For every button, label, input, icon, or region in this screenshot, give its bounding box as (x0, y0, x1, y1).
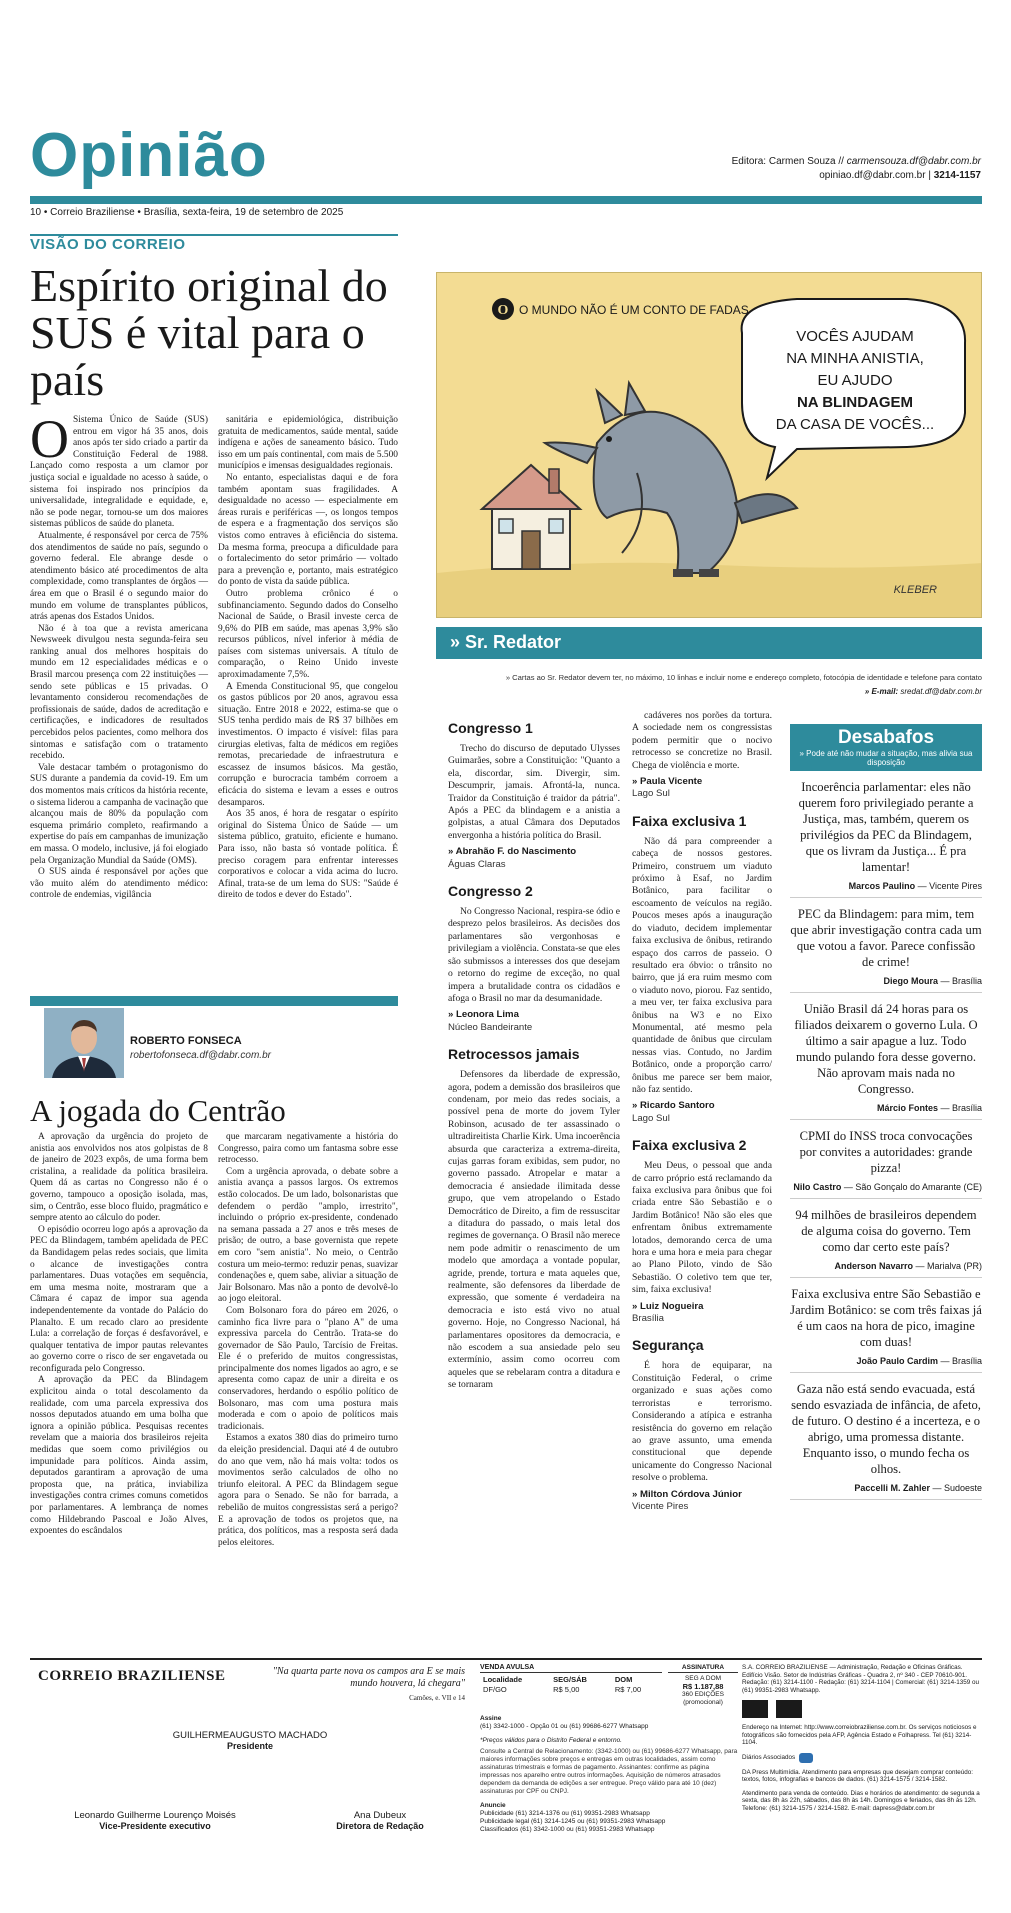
subscription-months: 360 EDIÇÕES (682, 1691, 724, 1698)
footer-logo: CORREIO BRAZILIENSE (38, 1668, 226, 1684)
desabafos-title: Desabafos (837, 727, 935, 748)
price-sunday: R$ 7,00 (614, 1685, 642, 1694)
letter-place: Águas Claras (448, 858, 506, 870)
vp-name: Leonardo Guilherme Lourenço Moisés (74, 1810, 236, 1821)
letter-text: Meu Deus, o pessoal que anda de carro próprio está reclamando da faixa exclusiva para ônibus que foi criada entre São Sebastião e o Jardim Botânico! Não são eles que enfrentam ônibus extremamente lotados, demorando cerca de uma hora e uma hora e meia para chegar ao Plano Piloto, vindo de São Sebastião. O coletivo tem que ter, sim, faixa exclusiva! (632, 1160, 772, 1296)
company-text-2: Endereço na Internet: http://www.correiobraziliense.com.br. Os serviços noticiosos e fotográficos são fornecidos pela AFP, Agência Estado e Folhapress. Tel (61) 3214-1104. (742, 1724, 977, 1746)
letter-author: » Abrahão F. do Nascimento (448, 846, 577, 858)
desabafo-item (790, 1373, 982, 1500)
footer-quote-source: Camões, e. VII e 14 (409, 1694, 465, 1702)
desabafo-author: João Paulo Cardim (856, 1356, 938, 1366)
letter-text: Trecho do discurso de deputado Ulysses Guimarães, sobre a Constituição: "Quanto a ela, discordar, sim. Divergir, sim. Descumprir, jamais. Afrontá-la, nunca. Traidor da Constituição é traidor da pátria". Após a PEC da blindagem e a anistia a golpistas, a atual Câmara dos Deputados envergonha a história política do Brasil. (448, 743, 620, 841)
desabafo-place: — Brasília (937, 1103, 982, 1113)
desabafo-item (790, 771, 982, 898)
company-text: S.A. CORREIO BRAZILIENSE — Administração, Redação e Oficinas Gráficas. Edifício Visão. Setor de Indústrias Gráficas - Quadra 2, nº 340 - CEP 70610-901. Redação: (61) 3214-1100 - Redação: (61) 3214-1104 | Comercial: (61) 3214-1359 ou (61) 99351-2983 Whatsapp. (742, 1664, 979, 1694)
desabafo-text: Faixa exclusiva entre São Sebastião e Jardim Botânico: se com três faixas já é um caos na hora de pico, imagine com duas! (790, 1287, 982, 1349)
author-photo (44, 1008, 124, 1078)
paragraph: O episódio ocorreu logo após a aprovação da PEC da Blindagem, também apelidada de PEC da Bandidagem pelas redes sociais, que limita o alcance de investigações contra parlamentares. Duas votações em sequência, em uma mesma noite, mostraram que a Câmara é capaz de impor sua agenda independentemente da vontade do Palácio do Planalto. E um recado claro ao presidente Lula: a correlação de forças é desfavorável, e qualquer tentativa de impor pautas relevantes ao governo corre o risco de ser engavetada ou reconfigurada pelo Congresso. (30, 1224, 208, 1374)
staff-director (290, 1810, 470, 1831)
desabafo-item (790, 993, 982, 1120)
footer-rule (30, 1658, 982, 1660)
desabafo-author: Paccelli M. Zahler (854, 1483, 930, 1493)
reader-text: Atendimento para venda de conteúdo. Dias e horários de atendimento: de segunda a sexta, das 8h às 22h, sábados, das 8h às 14h. Domingos e feriados, das 8h às 12h. Telefone: (61) 3214-1575 / 3214-1582. E-mail: dapress@dabr.com.br (742, 1789, 980, 1812)
footer-prices (480, 1664, 738, 1834)
desabafo-place: — Brasília (937, 1356, 982, 1366)
letter-text: Defensores da liberdade de expressão, agora, podem a demissão dos brasileiros que condenam, por meio das redes sociais, a possível pena de morte do jovem Tyler Robinson, acusado de ter assassinado o ultradireitista Charlie Kirk. Uma incoerência absurda que caracteriza a extrema-direita, cujas garras foram exibidas, sem pudor, no governo passado. Atropelar e matar a democracia é ansiedade ilimitada desse grupo, que vem atropelando o Estado Democrático de Direito, a fim de ressuscitar a ditadura do passado, o mais letal dos regimes de governança. O Brasil não merece nem pode admitir o renascimento de um modelo que amordaça a vontade popular, agride, prende, tortura e mata aqueles que, realmente, são defensores da liberdade de expressão, que somente é verdadeira na democracia e isto está vivo no atual governo. Hoje, no Congresso Nacional, há parlamentares opositores da democracia, e não escodem a sua ansiedade pelo seu extermínio, assim como ocorreu com aqueles que se rebelaram contra a ditadura e se tornaram (448, 1069, 620, 1391)
director-role: Diretora de Redação (336, 1821, 424, 1831)
letter-title: Segurança (632, 1337, 704, 1354)
assine-label: Assine (480, 1715, 502, 1722)
column-author-name: ROBERTO FONSECA (130, 1035, 242, 1047)
desabafo-signature (790, 1261, 982, 1271)
editor-email[interactable]: carmensouza.df@dabr.com.br (846, 156, 981, 167)
desabafo-signature (790, 1483, 982, 1493)
letter-title: Congresso 2 (448, 883, 533, 900)
footer-quote: "Na quarta parte nova os campos ara E se mais mundo houvera, lá chegara" (272, 1666, 465, 1689)
paragraph: No entanto, especialistas daqui e de fora também apontam suas fragilidades. A desigualdade no acesso — especialmente em áreas rurais e periféricas —, os longos tempos de espera e a fragmentação dos serviços são vistos como entraves à eficiência do sistema. Da mesma forma, preocupa a dificuldade para o fortalecimento do setor primário — voltado para a prevenção e, portanto, mais estratégico do ponto de vista da saúde pública. (218, 472, 398, 588)
speech-line-5: DA CASA DE VOCÊS... (775, 416, 935, 433)
redator-instructions: » Cartas ao Sr. Redator devem ter, no máximo, 10 linhas e incluir nome e endereço completo, fotocópia de identidade e telefone para contato (505, 673, 982, 682)
column-author-rule (30, 996, 398, 1006)
editor-contact: Editora: Carmen Souza // carmensouza.df@dabr.com.br opiniao.df@dabr.com.br | 3214-1157 (731, 156, 981, 181)
letter-title: Faixa exclusiva 1 (632, 812, 747, 829)
footer-company-info (742, 1664, 982, 1812)
desabafo-text: Gaza não está sendo evacuada, está sendo esvaziada de infância, de afeto, de futuro. O destino é a incerteza, e o abrigo, uma promessa distante. Enquanto isso, o mundo fecha os olhos. (791, 1382, 981, 1476)
press-text: DA Press Multimídia. Atendimento para empresas que desejam comprar conteúdo: textos, fotos, infografias e bancos de dados. (61) 3214-1575 / 3214-1582. (742, 1768, 974, 1783)
letter-text: Não dá para compreender a cabeça de nossos gestores. Primeiro, construem um viaduto próximo à Esaf, no Jardim Botânico, para facilitar o escoamento de veículos na região. Poucos meses após a inauguração do viaduto, decidem implementar faixa exclusiva de ônibus, retirando espaço dos carros de passeio. O resultado era óbvio: o trânsito no bairro, que já era ruim mesmo com o viaduto novo, piorou. Faz sentido, a meu ver, ter faixa exclusiva para ônibus na W3 e no Eixo Monumental, até mesmo pela quantidade de ônibus que circulam nessas vias. Contudo, no Jardim Botânico, onde a proporção carro/ônibus me parece ser bem maior, não faz sentido. (632, 835, 772, 1095)
consumer-note: *Preços válidos para o Distrito Federal e entorno. (480, 1737, 622, 1744)
letter-author: » Paula Vicente (632, 776, 703, 788)
letter-author: » Leonora Lima (448, 1009, 519, 1021)
desabafo-item (790, 1199, 982, 1278)
editor-label: Editora: (731, 156, 767, 167)
dropcap: O (30, 409, 69, 469)
paragraph: sanitária e epidemiológica, distribuição gratuita de medicamentos, saúde mental, saúde indígena e ações de saneamento básico. Tudo isso em um país continental, com mais de 5.500 municípios e imensas desigualdades regionais. (218, 415, 398, 472)
staff-president (30, 1730, 470, 1751)
president-role: Presidente (226, 1741, 274, 1751)
letter-place: Vicente Pires (632, 1500, 689, 1512)
desabafos-header (790, 724, 982, 771)
price-table (480, 1675, 662, 1695)
paragraph: Atualmente, é responsável por cerca de 75% dos atendimentos de saúde no país, segundo o governo federal. Ele abrange desde o atendimento básico até procedimentos de alta complexidade, como transplantes de órgãos — área em que o Brasil é o segundo maior do mundo em volume de transplantes públicos, atrás apenas dos Estados Unidos. (30, 530, 208, 623)
column-author-email[interactable]: robertofonseca.df@dabr.com.br (130, 1050, 271, 1061)
desabafo-text: Incoerência parlamentar: eles não querem foro privilegiado perante a Justiça, mas, também, querem os privilégios da PEC da Blindagem, que os livram da Justiça... É pra lamentar! (798, 780, 974, 874)
letter-title: Congresso 1 (448, 720, 533, 736)
desabafo-text: 94 milhões de brasileiros dependem de alguma coisa do governo. Tem como dar certo este país? (795, 1208, 977, 1254)
anuncie-line-1: Publicidade (61) 3214-1376 ou (61) 99351-2983 Whatsapp (480, 1810, 650, 1817)
paragraph: O SUS ainda é responsável por ações que vão muito além do atendimento médico: controle de endemias, vigilância (30, 867, 208, 901)
subscription-days: SEG A DOM (684, 1675, 722, 1682)
price-location: DF/GO (483, 1685, 507, 1694)
letters-column-1 (448, 720, 620, 1396)
contact-email[interactable]: opiniao.df@dabr.com.br (819, 170, 926, 181)
column-text-1 (30, 1132, 208, 1538)
redator-email[interactable]: sredat.df@dabr.com.br (900, 687, 982, 696)
section-title: Opinião (30, 121, 268, 190)
editorial-headline: Espírito original do SUS é vital para o país (30, 260, 388, 405)
desabafo-text: PEC da Blindagem: para mim, tem que abrir investigação contra cada um que votou a favor. Parece confissão de crime! (790, 907, 982, 969)
letter-author: » Luiz Nogueira (632, 1300, 704, 1312)
desabafo-signature (790, 1356, 982, 1366)
editorial-kicker: VISÃO DO CORREIO (30, 236, 186, 253)
paragraph: Sistema Único de Saúde (SUS) entrou em vigor há 35 anos, dois anos após ter sido criado a partir da Constituição Federal de 1988. Lançado como resposta a um clamor por justiça social e igualdade no acesso à saúde, o sistema foi inspirado nos princípios da universalidade, integralidade e equidade, e, não se pode negar, tornou-se um dos maiores sistemas públicos de saúde do planeta. (30, 415, 208, 530)
anuncie-line-3: Classificados (61) 3342-1000 ou (61) 99351-2983 Whatsapp (480, 1826, 655, 1833)
desabafo-author: Márcio Fontes (876, 1103, 938, 1113)
editor-name: Carmen Souza // (768, 156, 844, 167)
subscription-price: R$ 1.187,88 (682, 1682, 724, 1691)
desabafo-signature (790, 1103, 982, 1113)
letter-text: cadáveres nos porões da tortura. A sociedade nem os congressistas podem permitir que o nocivo retrocesso se concretize no Brasil. Chega de violência e morte. (632, 710, 772, 771)
speech-line-3: EU AJUDO (817, 372, 893, 389)
price-title: VENDA AVULSA (480, 1664, 662, 1673)
associados-label: Diários Associados (742, 1753, 796, 1761)
editorial-col1-paragraphs (30, 409, 208, 902)
cartoon-signature: KLEBER (893, 584, 937, 596)
desabafo-item (790, 1120, 982, 1199)
desabafo-item (790, 1278, 982, 1373)
vp-role: Vice-Presidente executivo (99, 1821, 211, 1831)
paragraph: Com a urgência aprovada, o debate sobre a anistia avança a passos largos. Os extremos estão colocados. De um lado, bolsonaristas que defendem o perdão "amplo, irrestrito", incluindo o próprio ex-presidente, condenado na semana passada a 27 anos e três meses de prisão; de outro, a base governista que repete em coro "sem anistia". No meio, o Centrão costura um meio-termo: reduzir penas, suavizar condenações e, quem sabe, aliviar a situação de Jair Bolsonaro. Mas não a ponto de devolvê-lo ao jogo eleitoral. (218, 1166, 398, 1305)
speech-line-2: NA MINHA ANISTIA, (786, 350, 924, 367)
cartoon-title: O MUNDO NÃO É UM CONTO DE FADAS (519, 303, 749, 317)
anuncie-line-2: Publicidade legal (61) 3214-1245 ou (61) 99351-2983 Whatsapp (480, 1818, 666, 1825)
da-logo-icon (799, 1753, 813, 1763)
paragraph: A aprovação da PEC da Blindagem explicitou ainda o total descolamento da realidade, com uma parcela expressiva dos nossos deputados atuando em uma bolha que ignora a opinião pública. Pesquisas recentes revelam que a maioria dos brasileiros rejeita medidas que soem como privilégios ou impunidade para políticos. Ainda assim, deputados garantiram a aprovação de uma proposta que, na prática, inviabiliza investigações contra crimes comuns cometidos por parlamentares. A lembrança de nomes como Hildebrando Pascoal e João Alves, expoentes do escândalos (30, 1375, 208, 1537)
editorial-column-2 (218, 415, 398, 902)
paragraph: Vale destacar também o protagonismo do SUS durante a pandemia da covid-19. Em um dos momentos mais críticos da história recente, o sistema liderou a campanha de vacinação que alcançou mais de 80% da população com esquema primário completo, reafirmando a expertise do país em campanhas de imunização em massa. O modelo, inclusive, já foi elogiado pela Organização Mundial da Saúde (OMS). (30, 762, 208, 866)
paragraph: A aprovação da urgência do projeto de anistia aos envolvidos nos atos golpistas de 8 de janeiro de 2023 expôs, de uma forma bem cristalina, a realidade da política brasileira. Quem dá as cartas no Congresso não é o governo, tampouco a oposição isolada, mas, sim, o Centrão, esse bloco fluido, pragmático e sempre atento ao cálculo do poder. (30, 1132, 208, 1224)
desabafo-text: União Brasil dá 24 horas para os filiados deixarem o governo Lula. O último a sair apague a luz. Todo mundo pulando fora desse governo. Não aprovam mais nada no Congresso. (794, 1002, 978, 1096)
editorial-column-1 (30, 409, 208, 902)
author-portrait-icon (44, 1008, 124, 1078)
fine-print: Consulte a Central de Relacionamento: (3342-1000) ou (61) 99686-6277 Whatsapp, para maiores informações sobre preços e entregas em outras localidades, assim como assinaturas trimestrais e formas de pagamento. Assinantes: confirme as página impressas nos aparelho entre outros informações. Aquisição de números atrasados dependem da demanda de edições a ser entregue. Preço válido para até 10 (dez) assinaturas por CPF ou CNPJ. (480, 1748, 738, 1795)
redator-title: » Sr. Redator (450, 632, 562, 652)
price-header-weekday: SEG/SÁB (553, 1675, 587, 1684)
ivc-logo-icon (776, 1700, 802, 1718)
header-rule (30, 196, 982, 204)
desabafo-author: Diego Moura (883, 976, 938, 986)
letter-author: » Milton Córdova Júnior (632, 1488, 742, 1500)
speech-line-4: NA BLINDAGEM (796, 394, 914, 411)
letters-column-2 (632, 710, 772, 1525)
desabafo-author: Marcos Paulino (848, 881, 916, 891)
desabafo-text: CPMI do INSS troca convocações por convites a autoridades: grande pizza! (799, 1129, 973, 1175)
desabafos-box (790, 724, 982, 1500)
desabafo-place: — Brasília (937, 976, 982, 986)
svg-text:O: O (497, 303, 509, 318)
letter-text: No Congresso Nacional, respira-se ódio e desprezo pelos brasileiros. As decisões dos parlamentares são vergonhosas e privilegiam a violência. Constata-se que eles são submissos a interesses dos que desejam o retorno do regime de exceção, no qual impera a brutalidade contra os cidadãos e afoga o Brasil no mar da desumanidade. (448, 906, 620, 1004)
redator-email-line (455, 687, 982, 696)
desabafo-place: — Marialva (PR) (912, 1261, 982, 1271)
price-header-sunday: DOM (614, 1675, 633, 1684)
column-text-2 (218, 1132, 398, 1549)
letter-place: Brasília (632, 1313, 664, 1325)
desabafos-subtitle: » Pode até não mudar a situação, mas alivia sua disposição (799, 749, 973, 767)
paragraph: A Emenda Constitucional 95, que congelou os gastos públicos por 20 anos, agravou essa situação. Entre 2018 e 2022, estima-se que o SUS tenha perdido mais de R$ 37 bilhões em investimentos. O impacto é visível: filas para cirurgias eletivas, falta de médicos em regiões remotas, precariedade de infraestrutura e escassez de insumos básicos. Ma gestão, corrupção e burocracia também corroem a eficácia do sistema e levam a esses e outros desamparos. (218, 681, 398, 808)
desabafo-place: — São Gonçalo do Amarante (CE) (841, 1182, 982, 1192)
desabafo-author: Nilo Castro (793, 1182, 842, 1192)
paragraph: Aos 35 anos, é hora de resgatar o espírito original do Sistema Único de Saúde — um sistema público, gratuito, eficiente e humano. Para isso, não basta só vontade política. É preciso coragem para enfrentar interesses corporativos e colocar a vida acima do lucro. Afinal, trata-se de um lema do SUS: "Saúde é direito de todos e dever do Estado". (218, 809, 398, 901)
letter-place: Lago Sul (632, 1112, 670, 1124)
price-header-location: Localidade (483, 1675, 523, 1684)
desabafos-list (790, 771, 982, 1500)
desabafo-place: — Vicente Pires (915, 881, 982, 891)
staff-vice-president (30, 1810, 280, 1831)
desabafo-signature (790, 1182, 982, 1192)
contact-phone: 3214-1157 (933, 170, 981, 181)
column-headline: A jogada do Centrão (30, 1093, 286, 1128)
cartoon-drawing (437, 273, 982, 618)
letter-place: Lago Sul (632, 788, 670, 800)
president-name: GUILHERMEAUGUSTO MACHADO (172, 1730, 328, 1741)
director-name: Ana Dubeux (353, 1810, 407, 1821)
paragraph: que marcaram negativamente a história do Congresso, paira como um fantasma sobre esse retrocesso. (218, 1132, 398, 1166)
paragraph: Outro problema crônico é o subfinanciamento. Segundo dados do Conselho Nacional de Saúde, o Brasil investe cerca de 9,6% do PIB em saúde, mas apenas 3,9% são recursos públicos, nível inferior à média de países com sistemas universais. A título de comparação, o Reino Unido investe aproximadamente 7,5%. (218, 588, 398, 681)
letter-text: É hora de equiparar, na Constituição Federal, o crime organizado e suas ações como terroristas e terrorismo. Considerando a atípica e estranha resistência do governo em relação ao grave assunto, uma emenda constitucional que depende unicamente do Congresso Nacional resolve o problema. (632, 1360, 772, 1484)
issue-line: 10 • Correio Braziliense • Brasília, sexta-feira, 19 de setembro de 2025 (30, 207, 344, 218)
subscription-title: ASSINATURA (668, 1664, 738, 1673)
desabafo-place: — Sudoeste (929, 1483, 982, 1493)
paragraph: Com Bolsonaro fora do páreo em 2026, o caminho fica livre para o "plano A" de uma expressiva parcela do Centrão. Trata-se do governador de São Paulo, Tarcísio de Freitas. Ele é o preferido de muitos congressistas, principalmente dos nomes ligados ao agro, e se apresenta como capaz de unir a direita e os conservadores, herdando o espólio político de Bolsonaro, mas com uma postura mais moderada e com o apoio de políticos mais tradicionais. (218, 1305, 398, 1432)
anuncie-label: Anuncie (480, 1802, 506, 1809)
paragraph: Não é à toa que a revista americana Newsweek divulgou nesta segunda-feira seu ranking anual dos melhores hospitais do mundo em 12 especialidades médicas e o Brasil marcou presença com 22 instituições — sendo sete públicas e 15 privadas. O levantamento considerou recomendações de profissionais de saúde, dados de acreditação e certificações, e indicadores de resultados percebidos pelos pacientes, como melhora dos sintomas e satisfação com o tratamento recebido. (30, 623, 208, 762)
anj-logo-icon (742, 1700, 768, 1718)
letter-title: Faixa exclusiva 2 (632, 1137, 747, 1154)
subscription-note: (promocional) (683, 1699, 723, 1706)
desabafo-signature (790, 976, 982, 986)
letter-place: Núcleo Bandeirante (448, 1021, 533, 1033)
speech-line-1: VOCÊS AJUDAM (796, 328, 914, 345)
letter-title: Retrocessos jamais (448, 1046, 580, 1063)
assine-phone: (61) 3342-1000 - Opção 01 ou (61) 99686-6277 Whatsapp (480, 1723, 649, 1730)
redator-email-label: » E-mail: (864, 687, 899, 696)
paragraph: Estamos a exatos 380 dias do primeiro turno da eleição presidencial. Daqui até 4 de outubro do ano que vem, não há mais volta: todos os movimentos serão calculados de olho no triunfo eleitoral. A PEC da Blindagem segue agora para o Senado. Se não for barrada, a rebelião de muitos congressistas será a perigo? E a aprovação de todos os projetos que, na prática, dos políticos, mas a resposta será dada pelos eleitores. (218, 1433, 398, 1548)
price-weekday: R$ 5,00 (553, 1685, 580, 1694)
desabafo-item (790, 898, 982, 993)
desabafo-author: Anderson Navarro (834, 1261, 913, 1271)
letter-author: » Ricardo Santoro (632, 1100, 715, 1112)
editorial-cartoon (436, 272, 982, 618)
desabafo-signature (790, 881, 982, 891)
